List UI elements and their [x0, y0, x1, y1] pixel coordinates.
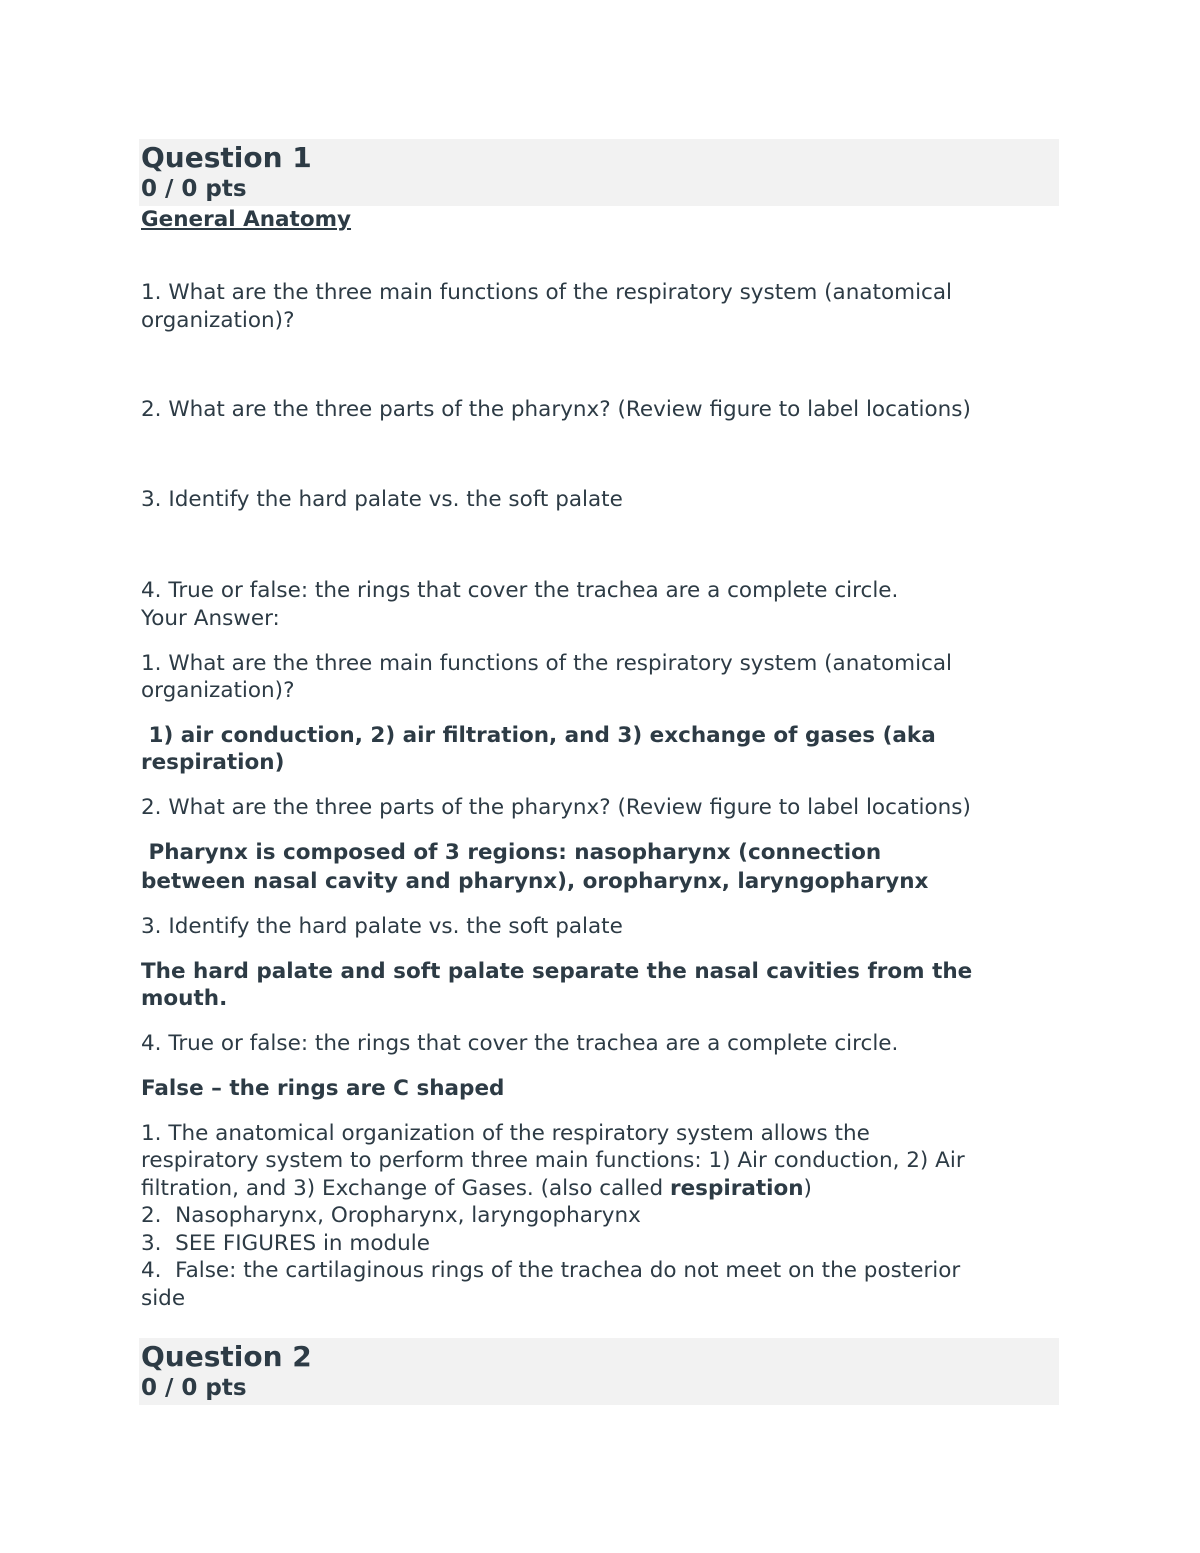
- question-1-header: [139, 139, 1059, 206]
- question-item-2: 2. What are the three parts of the pharynx? (Review figure to label locations): [141, 397, 971, 422]
- answer-question-2: 2. What are the three parts of the pharynx? (Review figure to label locations): [141, 795, 971, 820]
- question-1-title: Question 1: [141, 141, 312, 174]
- answer-question-3: 3. Identify the hard palate vs. the soft palate: [141, 914, 623, 939]
- question-1-points: 0 / 0 pts: [141, 176, 247, 202]
- answer-1-line1: 1) air conduction, 2) air filtration, and 3) exchange of gases (aka: [141, 723, 936, 748]
- answer-1-line2: respiration): [141, 750, 285, 775]
- answer-question-1-line2: organization)?: [141, 678, 295, 703]
- answer-question-4: 4. True or false: the rings that cover the trachea are a complete circle.: [141, 1031, 899, 1056]
- key-respiration-term: respiration: [669, 1176, 804, 1201]
- answer-3-line2: mouth.: [141, 986, 228, 1011]
- key-line-1: 1. The anatomical organization of the respiratory system allows the: [141, 1121, 870, 1146]
- answer-2-line1: Pharynx is composed of 3 regions: nasopharynx (connection: [141, 840, 882, 865]
- key-line-5: 3. SEE FIGURES in module: [141, 1231, 430, 1256]
- question-item-1-line2: organization)?: [141, 308, 295, 333]
- question-2-header: [139, 1338, 1059, 1405]
- key-line-4: 2. Nasopharynx, Oropharynx, laryngopharynx: [141, 1203, 641, 1228]
- your-answer-label: Your Answer:: [141, 606, 280, 631]
- question-item-1-line1: 1. What are the three main functions of the respiratory system (anatomical: [141, 280, 953, 305]
- question-item-4: 4. True or false: the rings that cover the trachea are a complete circle.: [141, 578, 899, 603]
- question-item-3: 3. Identify the hard palate vs. the soft palate: [141, 487, 623, 512]
- answer-4: False – the rings are C shaped: [141, 1076, 505, 1101]
- key-line-3-text: filtration, and 3) Exchange of Gases. (also called: [141, 1176, 670, 1201]
- question-2-title: Question 2: [141, 1340, 312, 1373]
- question-2-points: 0 / 0 pts: [141, 1375, 247, 1401]
- answer-2-line2: between nasal cavity and pharynx), oropharynx, laryngopharynx: [141, 869, 929, 894]
- key-line-3: [141, 1175, 812, 1203]
- topic-heading: General Anatomy: [141, 207, 352, 232]
- key-line-7: side: [141, 1286, 186, 1311]
- key-line-2: respiratory system to perform three main functions: 1) Air conduction, 2) Air: [141, 1148, 965, 1173]
- answer-3-line1: The hard palate and soft palate separate the nasal cavities from the: [141, 959, 973, 984]
- key-line-6: 4. False: the cartilaginous rings of the trachea do not meet on the posterior: [141, 1258, 961, 1283]
- key-line-3-end: ): [803, 1176, 812, 1201]
- answer-question-1-line1: 1. What are the three main functions of the respiratory system (anatomical: [141, 651, 953, 676]
